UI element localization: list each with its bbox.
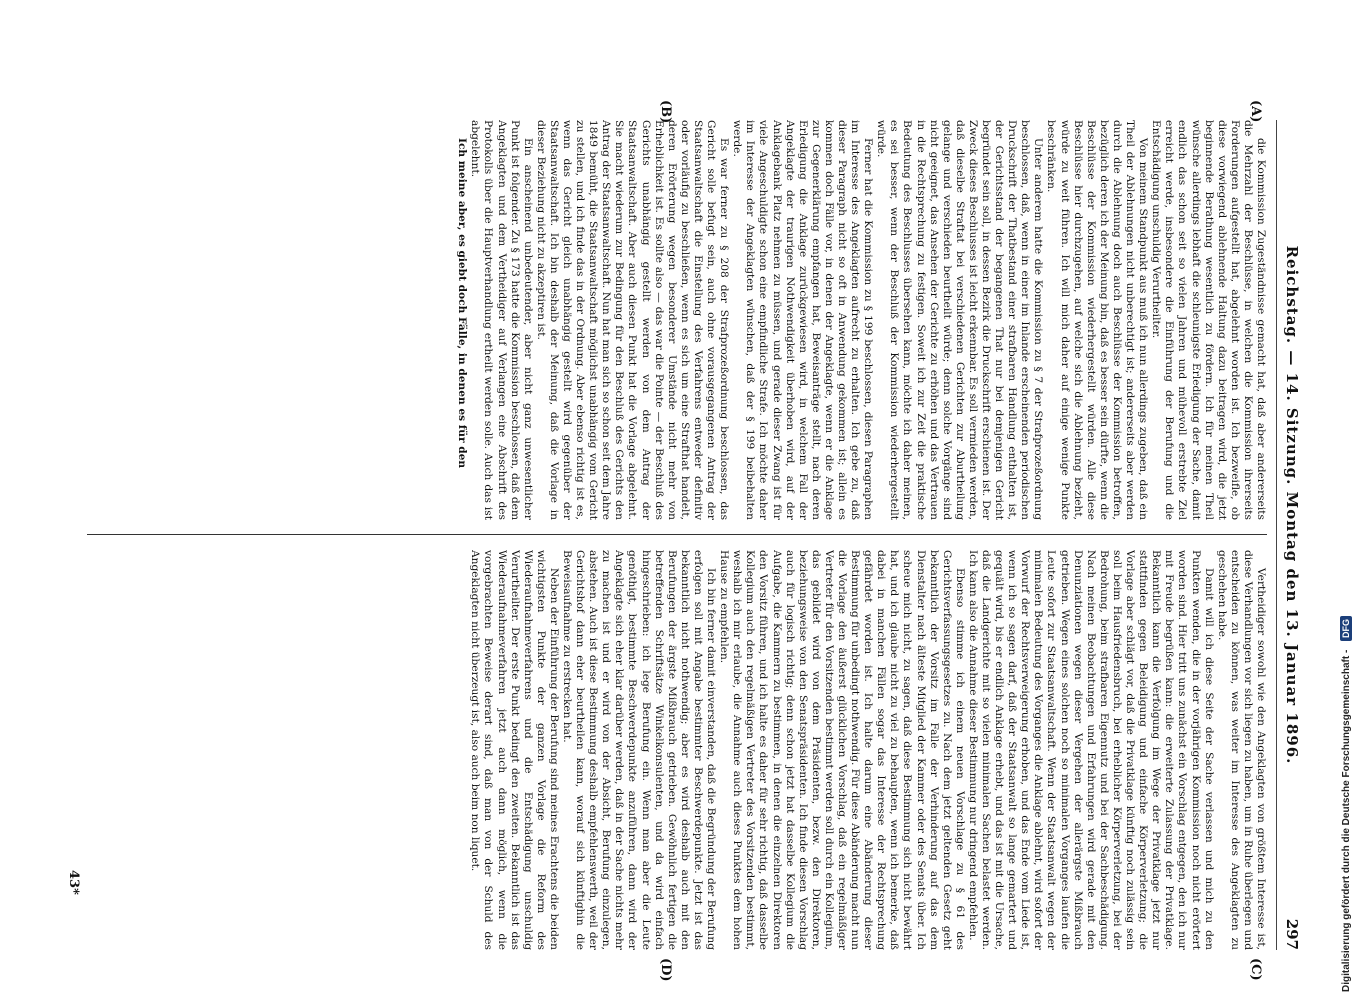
left-paragraph: Von meinem Standpunkt aus muß ich nun allerdings zugeben, daß ein Theil der Ablehnungen nicht unberechtigt ist; andererseits aber werden durch die Ablehnung doch auch Beschlüsse der Kommission betroffen, bezüglich deren ich der Meinung bin, daß es besser sein dürfte, wenn die Beschlüsse der Kommission wiederhergestellt würden. Alle diese Beschlüsse hier durchzugehen, auf welche sich die Ablehnung bezieht, würde zu weit führen. Ich will mich daher auf einige wenige Punkte beschränken. — [1045, 120, 1150, 520]
margin-mark-a: (A) — [1248, 100, 1263, 123]
margin-mark-c: (C) — [1248, 958, 1263, 981]
margin-mark-b: (B) — [658, 100, 673, 124]
right-paragraph: Ebenso stimme ich einem neuen Vorschlage zu § 61 des Gerichtsverfassungsgesetzes zu. Nach dem jetzt geltenden Gesetz geht bekanntlich der Vorsitz im Falle der Verhinderung auf das dem Dienstalter nach älteste Mitglied der Kammer oder des Senats über. Ich scheue mich nicht, zu sagen, daß diese Bestimmung sich nicht bewährt hat, und ich glaube nicht zu viel zu behaupten, wenn ich bemerke, daß dabei in manchen Fällen sogar das Interesse der Rechtsprechung gefährdet worden ist. Ich halte darum eine Abänderung dieser Bestimmung für unbedingt nothwendig. Für diese Abänderung macht nun die Vorlage den äußerst glücklichen Vorschlag, daß ein regelmäßiger Vertreter für den Vorsitzenden bestimmt werden soll durch ein Kollegium, das gebildet wird von dem Präsidenten, bezw. den Direktoren, beziehungsweise von den Senatspräsidenten. Ich finde diesen Vorschlag auch für logisch richtig; denn schon jetzt hat dasselbe Kollegium die Aufgabe, die Kammern zu bestimmen, in denen die einzelnen Direktoren den Vorsitz führen, und ich halte es daher für sehr richtig, daß dasselbe Kollegium auch den regelmäßigen Vertreter des Vorsitzenden bestimmt, weshalb ich mir erlaube, die Annahme auch dieses Punktes dem hohen Hause zu empfehlen. — [718, 550, 966, 950]
left-paragraph: Unter anderem hatte die Kommission zu § 7 der Strafprozeßordnung beschlossen, daß, wenn in einer im Inlande erscheinenden periodischen Druckschrift der Thatbestand einer strafbaren Handlung enthalten ist, der Gerichtsstand der begangenen That nur bei demjenigen Gericht begründet sein soll, in dessen Bezirk die Druckschrift erschienen ist. Der Zweck dieses Beschlusses ist leicht erkennbar. Es soll vermieden werden, daß dieselbe Straftat bei verschiedenen Gerichten zur Aburtheilung gelange und verschieden beurtheilt würde; denn solche Vorgänge sind nicht geeignet, das Ansehen der Gerichte zu erhöhen und das Vertrauen in die Rechtsprechung zu festigen. Soweit ich zur Zeit die praktische Bedeutung des Beschlusses übersehen kann, möchte ich daher meinen, es sei besser, wenn der Beschluß der Kommission wiederhergestellt würde. — [875, 120, 1045, 520]
right-paragraph: Neben der Einführung der Berufung sind meines Erachtens die beiden wichtigsten Punkte der ganzen Vorlage die Reform des Wiederaufnahmeverfahrens und die Entschädigung unschuldig Verurtheilter. Der erste Punkt bedingt den zweiten. Bekanntlich ist das Wiederaufnahmeverfahren jetzt auch dann möglich, wenn die vorgebrachten Beweise derart sind, daß man von der Schuld des Angeklagten nicht überzeugt ist, also auch beim non liquet. — [469, 550, 560, 950]
right-paragraph: Vertheidiger sowohl wie den Angeklagten von größtem Interesse ist, diese Verhandlungen vor sich liegen zu haben, um in Ruhe überlegen und entscheiden zu können, was weiter im Interesse des Angeklagten zu geschehen habe. — [1215, 550, 1267, 950]
right-paragraph: Damit will ich diese Seite der Sache verlassen und mich zu den Punkten wenden, die in der vorjährigen Kommission noch nicht erörtert worden sind. Hier tritt uns zunächst ein Vorschlag entgegen, den ich nur mit Freude begrüßen kann: die erweiterte Zulassung der Privatklage. Bekanntlich kann die Verfolgung im Wege der Privatklage jetzt nur stattfinden gegen Beleidigung und einfache Körperverletzung; die Vorlage aber schlägt vor, daß die Privatklage künftig noch zulässig sein soll beim Hausfriedensbruch, bei erheblicher Körperverletzung, bei der Bedrohung, beim strafbaren Eigennutz und bei der Sachbeschädigung. Nach meinen Beobachtungen und Erfahrungen wird gerade mit den Denunziationen wegen dieser Vergehen der allerärgste Mißbrauch getrieben. Wegen eines solchen noch so minimalen Vorganges laufen die Leute sofort zur Staatsanwaltschaft. Wenn der Staatsanwalt wegen der minimalen Bedeutung des Vorganges die Anklage ablehnt, wird sofort der Vorwurf der Rechtsverweigerung erhoben, und das Ende vom Liede ist, wenn ich so sagen darf, daß der Staatsanwalt so lange gemartert und gequält wird, bis er endlich Anklage erhebt, und das ist mit die Ursache, daß die Landgerichte mit so vielen minimalen Sachen belastet werden. Ich kann also die Annahme dieser Bestimmung nur dringend empfehlen. — [966, 550, 1215, 950]
left-column — [87, 120, 1267, 520]
left-paragraph: Ein anscheinend unbedeutender, aber nicht ganz unwesentlicher Punkt ist folgender. Zu § 173 hatte die Kommission beschlossen, daß dem Angeklagten und dem Vertheidiger auf Verlangen eine Abschrift des Protokolls über die Hauptverhandlung ertheilt werden solle. Auch das ist abgelehnt. — [469, 120, 534, 520]
running-title: Reichstag. — 14. Sitzung. Montag den 13. Januar 1896. — [1283, 245, 1301, 765]
right-paragraph: Ich bin ferner damit einverstanden, daß die Begründung der Berufung erfolgen soll mit Angabe bestimmter Beschwerdepunkte. Jetzt ist das bekanntlich nicht nothwendig; aber es wird deshalb auch mit den Berufungen der ärgste Mißbrauch getrieben. Gewöhnlich fertigen die betreffenden Schriftsätze Winkelkonsulenten, und da wird einfach hingeschrieben: ich lege Berufung ein. Wenn man aber die Leute genöthigt, bestimmte Beschwerdepunkte anzuführen, dann wird der Angeklagte sich eher klar darüber werden, daß in der Sache nichts mehr zu machen ist und er wird von der Absicht, Berufung einzulegen, abstehen. Auch ist diese Bestimmung deshalb empfehlenswerth, weil der Gerichtshof dann eher beurtheilen kann, worauf sich künftighin die Beweisaufnahme zu erstrecken hat. — [561, 550, 718, 950]
margin-mark-d: (D) — [658, 958, 673, 982]
sheet-signature: 43* — [66, 870, 81, 895]
left-paragraph: Ferner hat die Kommission zu § 199 beschlossen, diesen Paragraphen im Interesse des Angeklagten aufrecht zu erhalten. Ich gebe zu, daß dieser Paragraph nicht so oft in Anwendung gekommen ist; allein es kommen doch Fälle vor, in denen der Angeklagte, wenn er die Anklage zur Gegenerklärung empfangen hat, Beweisanträge stellt, nach deren Erledigung die Anklage zurückgewiesen wird, in welchem Fall der Angeklagte der traurigen Nothwendigkeit überhoben wird, auf der Anklagebank Platz nehmen zu müssen, und gerade dieser Zwang ist für viele Angeschuldigte schon eine empfindliche Strafe. Ich möchte daher im Interesse der Angeklagten wünschen, daß der § 199 beibehalten werde. — [731, 120, 875, 520]
dfg-logo-icon: DFG — [1340, 616, 1352, 641]
left-closing-line: Ich meine aber, es giebt doch Fälle, in denen es für den — [456, 138, 469, 469]
left-paragraph: Es war ferner zu § 208 der Strafprozeßordnung beschlossen, das Gericht solle befugt sein, auch ohne vorausgegangenen Antrag der Staatsanwaltschaft die Einstellung des Verfahrens entweder definitiv oder vorläufig zu beschließen, wenn es sich um eine Strafthat handelt, deren Erörterung wegen besonderer Umstände nicht mehr von Erheblichkeit ist. Es sollte also — das war die Pointe — der Beschluß des Gerichts unabhängig gestellt werden von dem Antrag der Staatsanwaltschaft. Aber auch diesen Punkt hat die Vorlage abgelehnt. Sie macht wiederum zur Bedingung für den Beschluß des Gerichts den Antrag der Staatsanwaltschaft. Nun hat man sich so schon seit dem Jahre 1849 bemüht, die Staatsanwaltschaft möglichst unabhängig vom Gericht zu stellen, und ich finde das in der Ordnung. Aber ebenso richtig ist es, wenn das Gericht gleich unabhängig gestellt wird gegenüber der Staatsanwaltschaft. Ich bin deshalb der Meinung, daß die Vorlage in dieser Beziehung nicht zu akzeptiren ist. — [534, 120, 731, 520]
digitization-credit — [1340, 616, 1352, 992]
column-divider — [87, 534, 1267, 535]
right-column — [87, 550, 1267, 950]
page-header — [1276, 120, 1301, 950]
document-page — [13, 0, 1313, 1000]
left-paragraph: die Kommission Zugeständnisse gemacht hat, daß aber andererseits die Mehrzahl der Beschlüsse, in welchen die Kommission ihrerseits Forderungen aufgestellt hat, abgelehnt worden ist. Ich bezweifle, ob diese vorwiegend ablehnende Haltung dazu beitragen wird, die jetzt beginnende Berathung wesentlich zu fördern. Ich für meinen Theil wünsche allerdings lebhaft die schleunigste Erledigung der Sache, damit endlich das schon seit so vielen Jahren und mühevoll erstrebte Ziel erreicht werde, insbesondere die Einführung der Berufung und die Entschädigung unschuldig Verurtheilter. — [1150, 120, 1267, 520]
digitization-credit-text: Digitalisierung gefördert durch die Deutsche Forschungsgemeinschaft - — [1341, 649, 1352, 992]
page-number: 297 — [1283, 918, 1301, 950]
